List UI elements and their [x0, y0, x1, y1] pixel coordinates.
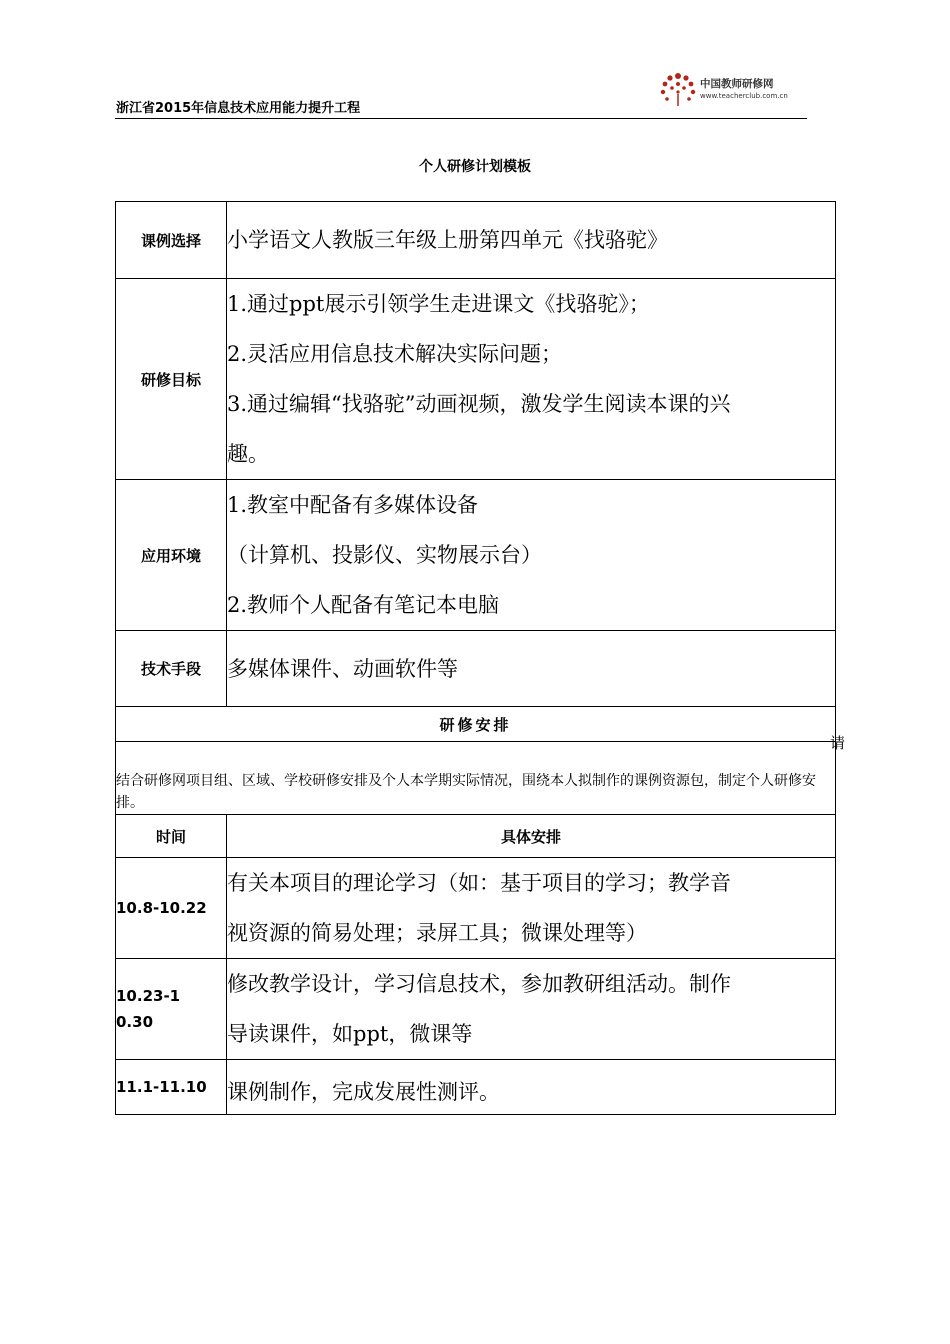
entry-time: 10.8-10.22 — [116, 858, 227, 959]
entry-content — [227, 959, 836, 1060]
entry-content — [227, 1060, 836, 1115]
row-content — [227, 202, 836, 279]
table-row — [116, 959, 836, 1060]
row-content — [227, 480, 836, 631]
plan-description-cell — [116, 734, 845, 815]
content-line: 3.通过编辑“找骆驼”动画视频，激发学生阅读本课的兴 — [227, 392, 731, 416]
header-divider — [115, 118, 807, 119]
column-header-arrangement: 具体安排 — [227, 815, 836, 858]
entry-time: 11.1-11.10 — [116, 1060, 227, 1115]
content-line: 2.教师个人配备有笔记本电脑 — [227, 593, 500, 617]
content-line: 1.通过ppt展示引领学生走进课文《找骆驼》； — [227, 292, 650, 316]
column-header-row — [116, 815, 836, 858]
table-row — [116, 858, 836, 959]
entry-content — [227, 858, 836, 959]
column-header-time: 时间 — [116, 815, 227, 858]
table-row — [116, 1060, 836, 1115]
row-label: 应用环境 — [116, 480, 227, 631]
table-row-case — [116, 202, 836, 279]
row-label: 课例选择 — [116, 202, 227, 279]
site-logo — [658, 70, 808, 114]
plan-description: 结合研修网项目组、区域、学校研修安排及个人本学期实际情况，围绕本人拟制作的课例资源包，制定个人研修安排。 — [116, 773, 816, 811]
row-label: 研修目标 — [116, 279, 227, 480]
row-label: 技术手段 — [116, 631, 227, 707]
header-title: 浙江省2015年信息技术应用能力提升工程 — [116, 101, 361, 116]
plan-heading-row — [116, 707, 836, 742]
content-line: 多媒体课件、动画软件等 — [227, 656, 458, 681]
content-line: 导读课件，如ppt，微课等 — [227, 1022, 473, 1046]
content-line: 修改教学设计，学习信息技术，参加教研组活动。制作 — [227, 972, 731, 996]
content-line: 有关本项目的理论学习（如：基于项目的学习；教学音 — [227, 871, 731, 895]
logo-name: 中国教师研修网 — [700, 78, 774, 90]
content-line: 趣。 — [227, 442, 269, 466]
content-line: 小学语文人教版三年级上册第四单元《找骆驼》 — [227, 228, 668, 252]
plan-table — [115, 201, 845, 1115]
content-line: 1.教室中配备有多媒体设备 — [227, 493, 479, 517]
logo-url: www.teacherclub.com.cn — [700, 92, 788, 100]
flower-dots-logo-icon — [658, 70, 698, 110]
row-content — [227, 631, 836, 707]
row-content — [227, 279, 836, 480]
entry-time: 10.23-10.30 — [116, 959, 227, 1060]
table-row-env — [116, 480, 836, 631]
content-line: （计算机、投影仪、实物展示台） — [227, 543, 542, 567]
plan-prefix: 请 — [829, 734, 845, 752]
content-line: 2.灵活应用信息技术解决实际问题； — [227, 342, 563, 366]
content-line: 课例制作，完成发展性测评。 — [227, 1080, 500, 1104]
content-line: 视资源的简易处理；录屏工具；微课处理等） — [227, 921, 647, 945]
plan-heading: 研修安排 — [116, 707, 836, 742]
plan-description-row — [116, 742, 836, 815]
table-row-tech — [116, 631, 836, 707]
page-title: 个人研修计划模板 — [419, 159, 531, 175]
table-row-goal — [116, 279, 836, 480]
